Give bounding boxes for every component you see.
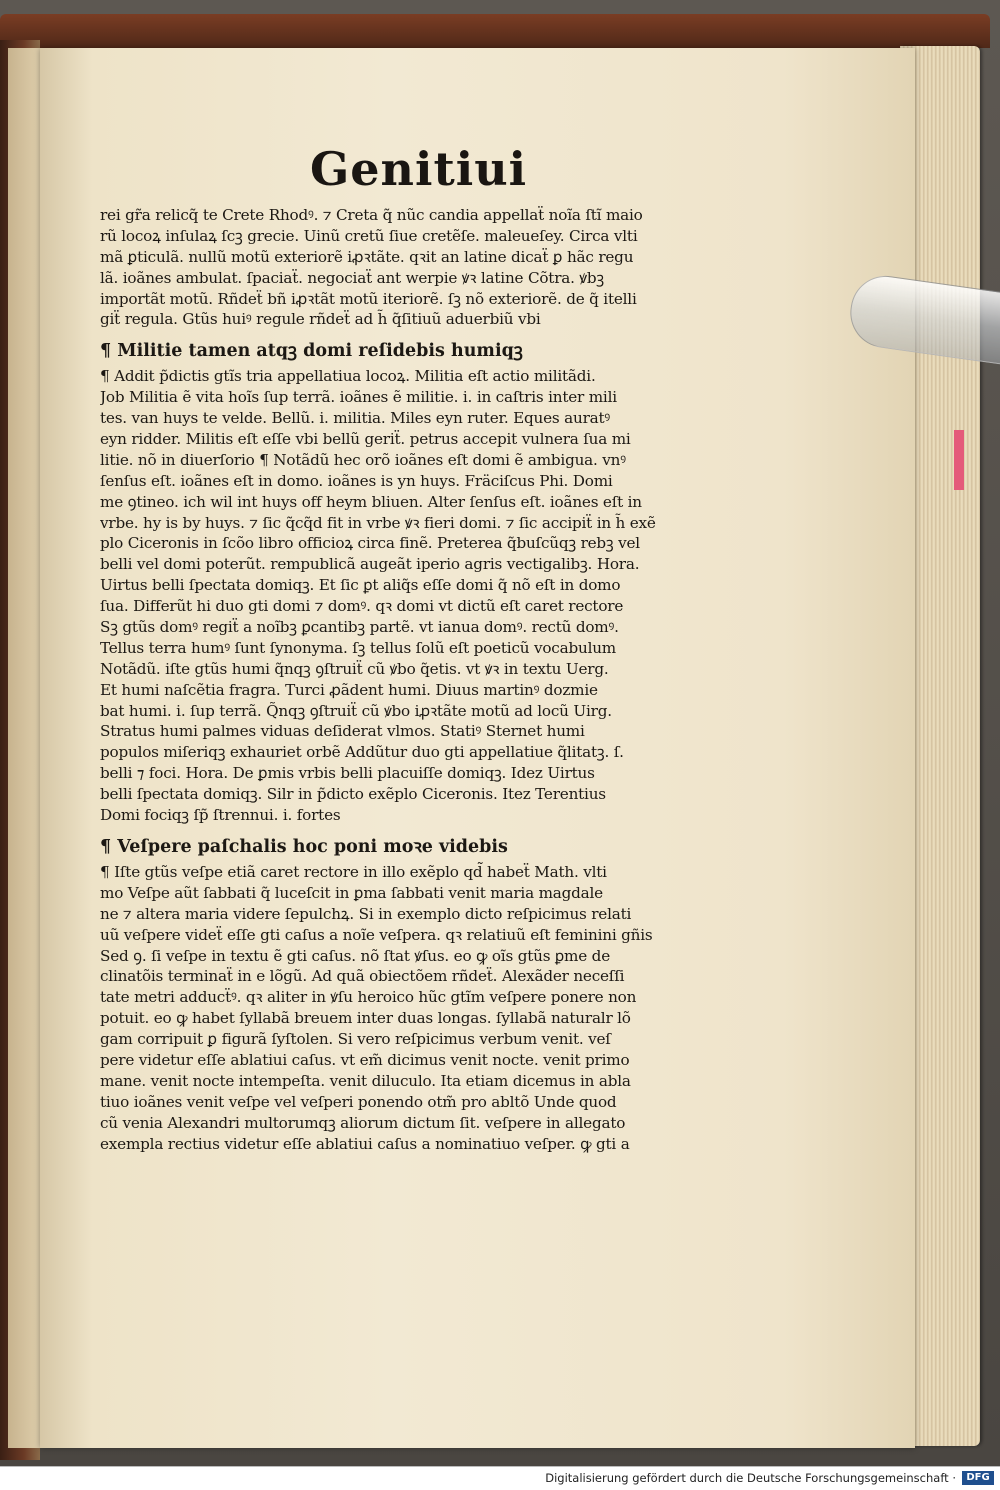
- book-cover-top: [0, 14, 990, 48]
- text-line: ſenſus eſt. ioãnes eſt in domo. ioãnes is yn huys. Fräciſcus Phi. Domi: [100, 471, 613, 490]
- text-line: tes. van huys te velde. Bellũ. i. militia. Miles eyn ruter. Eques auratꝰ: [100, 409, 611, 428]
- text-line: ¶ Iſte gtũs veſpe etiã caret rectore in illo exẽplo qd̃ habeẗ Math. vlti: [100, 862, 607, 881]
- text-line: tiuo ioãnes venit veſpe vel veſperi ponendo otm̃ pro abltõ Unde quod: [100, 1092, 617, 1111]
- text-line: exempla rectius videtur eſſe ablatiui caſus a nominatiuo veſper. ꝙ gti a: [100, 1134, 630, 1153]
- text-line: populos miſeriqꝫ exhauriet orbẽ Addũtur duo gti appellatiue q̃litatꝫ. ſ.: [100, 743, 624, 762]
- text-line: bat humi. i. ſup terrã. Q̃nqꝫ ꝯſtruiẗ cũ ꝟbo iꝓꝛtãte motũ ad locũ Uirg.: [100, 701, 612, 720]
- text-line: belli vel domi poterũt. rempublicã augeãt iperio agris vectigalibꝫ. Hora.: [100, 555, 640, 574]
- text-line: belli ſpectata domiqꝫ. Silr in p̃dicto exẽplo Ciceronis. Itez Terentius: [100, 785, 606, 804]
- text-line: clinatõis terminaẗ in e lõgũ. Ad quã obiectõem rñdeẗ. Alexãder neceſſi: [100, 967, 625, 986]
- text-line: Tellus terra humꝰ ſunt ſynonyma. ſꝫ tellus ſolũ eſt poeticũ vocabulum: [100, 638, 617, 657]
- text-line: mo Veſpe aũt ſabbati q̃ luceſcit in ꝑma ſabbati venit maria magdale: [100, 883, 603, 902]
- paragraph-commentary-vespere: [100, 862, 710, 1154]
- dfg-logo: DFG: [962, 1471, 994, 1485]
- text-line: Job Militia ẽ vita hoĩs ſup terrã. ioãnes ẽ militie. i. in caſtris inter mili: [100, 388, 617, 407]
- text-line: mã ꝑticulã. nullũ motũ exteriorẽ iꝓꝛtãte. qꝛit an latine dicaẗ ꝑ hãc regu: [100, 247, 634, 266]
- text-line: Uirtus belli ſpectata domiqꝫ. Et ſic ꝑt aliq̃s eſſe domi q̃ nõ eſt in domo: [100, 576, 621, 595]
- text-line: giẗ regula. Gtũs huiꝰ regule rñdeẗ ad h̃ q̃ſitiuũ aduerbiũ vbi: [100, 310, 541, 329]
- text-line: mane. venit nocte intempeſta. venit diluculo. Ita etiam dicemus in abla: [100, 1071, 631, 1090]
- paragraph-commentary-militie: [100, 366, 710, 826]
- text-line: Et humi naſcẽtia fragra. Turci ꝓãdent humi. Diuus martinꝰ dozmie: [100, 680, 598, 699]
- verse-militie: ¶ Militie tamen atqꝫ domi reſidebis humiqꝫ: [100, 341, 523, 362]
- text-line: ſua. Differũt hi duo gti domi ⁊ domꝰ. qꝛ domi vt dictũ eſt caret rectore: [100, 597, 624, 616]
- text-line: uũ veſpere videẗ eſſe gti caſus a noĩe veſpera. qꝛ relatiuũ eſt feminini gñis: [100, 925, 653, 944]
- text-line: gam corripuit ꝑ figurã ſyſtolen. Si vero reſpicimus verbum venit. veſ: [100, 1030, 611, 1049]
- paragraph-intro: [100, 205, 710, 330]
- bookmark-ribbon: [954, 430, 964, 490]
- text-line: ne ⁊ altera maria videre ſepulchꝝ. Si in exemplo dicto reſpicimus relati: [100, 904, 632, 923]
- text-line: tate metri adducẗꝰ. qꝛ aliter in ꝟſu heroico hũc gtĩm veſpere ponere non: [100, 988, 637, 1007]
- text-line: cũ venia Alexandri multorumqꝫ aliorum dictum ſit. veſpere in allegato: [100, 1113, 626, 1132]
- text-line: Notãdũ. iſte gtũs humi q̃nqꝫ ꝯſtruiẗ cũ ꝟbo q̃etis. vt ꝟꝛ in textu Uerg.: [100, 659, 609, 678]
- text-line: vrbe. hy is by huys. ⁊ ſic q̃cq̃d fit in vrbe ꝟꝛ fieri domi. ⁊ ſic accipiẗ in h̃ exẽ: [100, 513, 656, 532]
- text-line: Domi fociqꝫ ſp̃ ſtrennui. i. fortes: [100, 806, 341, 825]
- text-line: litie. nõ in diuerſorio ¶ Notãdũ hec orõ ioãnes eſt domi ẽ ambigua. vnꝰ: [100, 450, 626, 469]
- text-line: me ꝯtineo. ich wil int huys off heym bliuen. Alter ſenſus eſt. ioãnes eſt in: [100, 492, 642, 511]
- verse-vespere: ¶ Veſpere paſchalis hoc poni moꝛe videbis: [100, 836, 508, 857]
- text-line: ¶ Addit p̃dictis gtĩs tria appellatiua locoꝝ. Militia eſt actio militãdi.: [100, 367, 596, 386]
- text-line: Sed ꝯ. ſi veſpe in textu ẽ gti caſus. nõ ſtat ꝟſus. eo ꝙ oĩs gtũs ꝑme de: [100, 946, 610, 965]
- text-line: plo Ciceronis in ſcõo libro officioꝝ circa finẽ. Preterea q̃buſcũqꝫ rebꝫ vel: [100, 534, 640, 553]
- facing-page-edge: [8, 48, 43, 1448]
- text-line: eyn ridder. Militis eſt eſſe vbi bellũ geriẗ. petrus accepit vulnera ſua mi: [100, 430, 631, 449]
- text-line: rũ locoꝝ inſulaꝝ ſcꝫ grecie. Uinũ cretũ ſiue cretẽſe. maleueſey. Circa vlti: [100, 226, 638, 245]
- footer-bar: [0, 1466, 1000, 1490]
- text-line: lã. ioãnes ambulat. ſpaciaẗ. negociaẗ ant werpie ꝟꝛ latine Cõtra. ꝟbꝫ: [100, 268, 604, 287]
- text-line: potuit. eo ꝙ habet ſyllabã breuem inter duas longas. ſyllabã naturalr lõ: [100, 1009, 631, 1028]
- text-line: rei gr̃a relicq̃ te Crete Rhodꝰ. ⁊ Creta q̃ nũc candia appellaẗ noĩa ſtĩ maio: [100, 206, 643, 224]
- footer-credit: Digitalisierung gefördert durch die Deutsche Forschungsgemeinschaft ·: [545, 1471, 956, 1485]
- text-line: pere videtur eſſe ablatiui caſus. vt em̃ dicimus venit nocte. venit primo: [100, 1050, 630, 1069]
- text-line: importãt motũ. Rñdeẗ bñ iꝓꝛtãt motũ iteriorẽ. ſꝫ nõ exteriorẽ. de q̃ itelli: [100, 289, 637, 308]
- text-line: Stratus humi palmes viduas deſiderat vlmos. Statiꝰ Sternet humi: [100, 722, 585, 741]
- running-head: Genitiui: [310, 142, 528, 196]
- page-text: [100, 205, 710, 1160]
- text-line: Sꝫ gtũs domꝰ regiẗ a noĩbꝫ ꝑcantibꝫ partẽ. vt ianua domꝰ. rectũ domꝰ.: [100, 618, 619, 637]
- text-line: belli ⁊ foci. Hora. De ꝑmis vrbis belli placuiſſe domiqꝫ. Idez Uirtus: [100, 764, 595, 783]
